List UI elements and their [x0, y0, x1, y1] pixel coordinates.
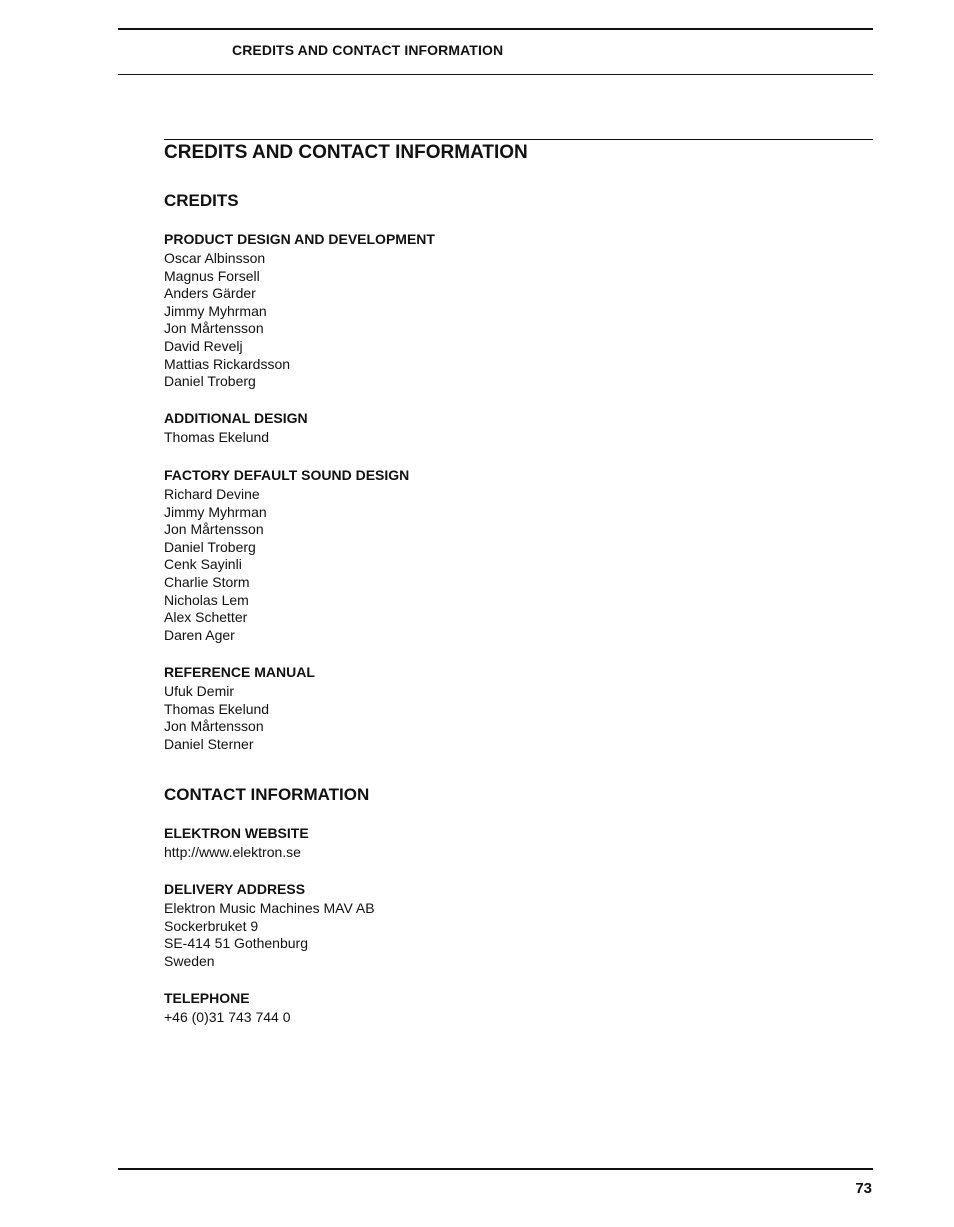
running-header: CREDITS AND CONTACT INFORMATION: [232, 42, 504, 58]
header-top-rule: [118, 28, 873, 30]
credit-line: Cenk Sayinli: [164, 556, 242, 573]
credit-line: Jimmy Myhrman: [164, 302, 267, 319]
title-rule: [164, 139, 873, 140]
credit-line: Nicholas Lem: [164, 591, 249, 608]
section-title: DELIVERY ADDRESS: [164, 881, 306, 897]
credit-line: Daniel Sterner: [164, 735, 254, 752]
address-line: Sweden: [164, 952, 215, 969]
credit-line: Jon Mårtensson: [164, 320, 264, 337]
section-title: TELEPHONE: [164, 990, 250, 1006]
credits-section-product-design: [164, 230, 435, 391]
telephone-number: +46 (0)31 743 744 0: [164, 1009, 291, 1025]
credits-section-sound-design: [164, 466, 409, 644]
address-line: Sockerbruket 9: [164, 917, 259, 934]
credit-line: Jon Mårtensson: [164, 521, 264, 538]
contact-section-delivery-address: [164, 880, 375, 970]
section-title: ELEKTRON WEBSITE: [164, 825, 309, 841]
credit-line: Alex Schetter: [164, 609, 248, 626]
page-title: CREDITS AND CONTACT INFORMATION: [164, 142, 528, 163]
contact-section-telephone: [164, 989, 291, 1027]
credit-line: Daren Ager: [164, 626, 235, 643]
credit-line: Anders Gärder: [164, 285, 256, 302]
address-line: SE-414 51 Gothenburg: [164, 935, 308, 952]
credit-line: Daniel Troberg: [164, 373, 256, 390]
contact-section-website: [164, 824, 309, 862]
credits-heading: CREDITS: [164, 191, 239, 210]
credit-line: Ufuk Demir: [164, 683, 235, 699]
header-bottom-rule: [118, 74, 873, 75]
contact-heading: CONTACT INFORMATION: [164, 785, 370, 804]
credit-line: Richard Devine: [164, 486, 260, 502]
credit-line: David Revelj: [164, 337, 243, 354]
credit-line: Mattias Rickardsson: [164, 355, 291, 372]
credit-line: Thomas Ekelund: [164, 700, 270, 717]
section-title: ADDITIONAL DESIGN: [164, 410, 308, 426]
credit-line: Oscar Albinsson: [164, 250, 266, 266]
credits-section-additional-design: [164, 409, 308, 447]
credit-line: Daniel Troberg: [164, 538, 256, 555]
section-title: FACTORY DEFAULT SOUND DESIGN: [164, 467, 410, 483]
page-number: 73: [855, 1180, 872, 1197]
credit-line: Charlie Storm: [164, 573, 250, 590]
section-title: PRODUCT DESIGN AND DEVELOPMENT: [164, 231, 435, 247]
credits-section-reference-manual: [164, 663, 315, 753]
address-line: Elektron Music Machines MAV AB: [164, 900, 375, 916]
credit-line: Jon Mårtensson: [164, 718, 264, 735]
credit-line: Jimmy Myhrman: [164, 503, 267, 520]
credit-line: Thomas Ekelund: [164, 429, 270, 445]
website-url: http://www.elektron.se: [164, 844, 301, 860]
section-title: REFERENCE MANUAL: [164, 664, 315, 680]
credit-line: Magnus Forsell: [164, 267, 260, 284]
footer-rule: [118, 1168, 873, 1170]
